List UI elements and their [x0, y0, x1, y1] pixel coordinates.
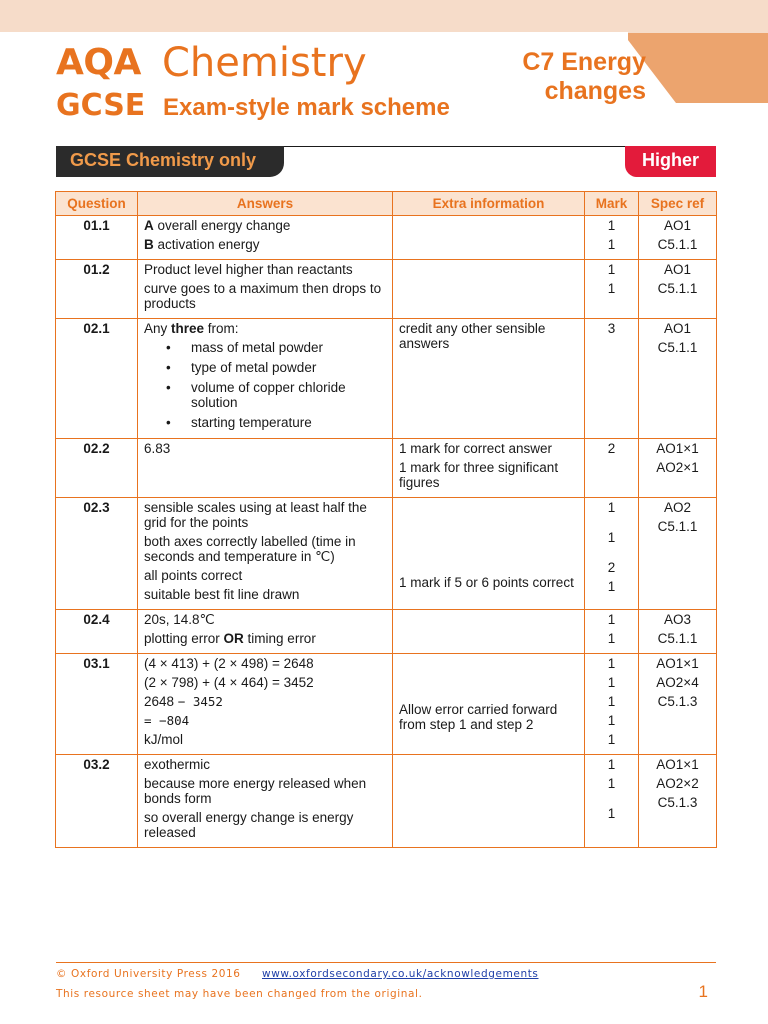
- chapter-title-line-1: C7 Energy: [522, 48, 646, 76]
- table-row: [56, 319, 717, 439]
- question-number: 03.1: [56, 654, 138, 755]
- spec-ref-cell: AO1 C5.1.1: [639, 216, 717, 260]
- spec-ref-cell: AO1×1 AO2×4 C5.1.3: [639, 654, 717, 755]
- footer-note: This resource sheet may have been changed from the original.: [56, 988, 423, 1000]
- table-row: [56, 260, 717, 319]
- answer-line: Product level higher than reactants: [144, 262, 353, 277]
- answer-line: curve goes to a maximum then drops to products: [144, 281, 382, 311]
- chemistry-only-badge: GCSE Chemistry only: [56, 146, 284, 177]
- mark-cell: 1 1: [585, 216, 639, 260]
- question-number: 02.3: [56, 498, 138, 610]
- answer-cell: [138, 755, 393, 848]
- mark-cell: 1 1 2 1: [585, 498, 639, 610]
- answer-line: exothermic: [144, 757, 211, 772]
- column-header-extra-information: Extra information: [393, 192, 585, 216]
- mark-scheme-table: [55, 191, 717, 848]
- spec-ref-cell: AO1×1 AO2×2 C5.1.3: [639, 755, 717, 848]
- answer-line: A overall energy change: [144, 218, 291, 233]
- table-row: [56, 216, 717, 260]
- corner-decoration: [628, 0, 768, 103]
- question-number: 01.1: [56, 216, 138, 260]
- answer-line: suitable best fit line drawn: [144, 587, 300, 602]
- answer-line: so overall energy change is energy released: [144, 810, 354, 840]
- answer-line: 2648 − 3452: [144, 694, 223, 709]
- mark-cell: 1 1: [585, 260, 639, 319]
- answer-line: 6.83: [144, 441, 171, 456]
- table-row: [56, 610, 717, 654]
- bullet-list: [144, 340, 386, 430]
- answer-line: all points correct: [144, 568, 243, 583]
- brand-logo-aqa: AQA: [56, 42, 141, 83]
- answer-cell: [138, 260, 393, 319]
- higher-tier-badge: Higher: [625, 146, 716, 177]
- extra-info-cell: 1 mark if 5 or 6 points correct: [393, 498, 585, 610]
- footer-rule: [56, 962, 716, 963]
- acknowledgements-link[interactable]: www.oxfordsecondary.co.uk/acknowledgements: [262, 968, 539, 980]
- answer-line: sensible scales using at least half the grid for the points: [144, 500, 367, 530]
- table-row: [56, 654, 717, 755]
- table-header-row: [56, 192, 717, 216]
- brand-subject: Chemistry: [162, 40, 367, 86]
- answer-line: kJ/mol: [144, 732, 184, 747]
- extra-info-cell: [393, 260, 585, 319]
- spec-ref-cell: AO3 C5.1.1: [639, 610, 717, 654]
- document-subtitle: Exam-style mark scheme: [163, 94, 450, 121]
- extra-info-cell: [393, 755, 585, 848]
- column-header-mark: Mark: [585, 192, 639, 216]
- mark-cell: 1 1 1: [585, 755, 639, 848]
- list-item: • mass of metal powder: [144, 340, 386, 355]
- answer-cell: [138, 439, 393, 498]
- answer-line: B activation energy: [144, 237, 260, 252]
- chapter-title-line-2: changes: [544, 77, 646, 105]
- extra-info-cell: [393, 216, 585, 260]
- spec-ref-cell: AO1×1 AO2×1: [639, 439, 717, 498]
- answer-cell: [138, 654, 393, 755]
- list-item: • type of metal powder: [144, 360, 386, 375]
- column-header-answers: Answers: [138, 192, 393, 216]
- answer-line: both axes correctly labelled (time in seconds and temperature in ℃): [144, 534, 356, 564]
- answer-cell: [138, 610, 393, 654]
- brand-level: GCSE: [56, 88, 146, 123]
- answer-line: = −804: [144, 713, 190, 728]
- answer-line: (2 × 798) + (4 × 464) = 3452: [144, 675, 314, 690]
- answer-cell: [138, 498, 393, 610]
- page-number: 1: [698, 982, 708, 1001]
- copyright-text: © Oxford University Press 2016: [56, 968, 241, 980]
- table-row: [56, 755, 717, 848]
- table-row: [56, 439, 717, 498]
- answer-cell: [138, 216, 393, 260]
- spec-ref-cell: AO1 C5.1.1: [639, 319, 717, 439]
- list-item: • starting temperature: [144, 415, 386, 430]
- mark-cell: 2: [585, 439, 639, 498]
- extra-info-cell: Allow error carried forward from step 1 and step 2: [393, 654, 585, 755]
- extra-info-cell: [393, 610, 585, 654]
- list-item: • volume of copper chloride solution: [144, 380, 386, 410]
- extra-info-cell: credit any other sensible answers: [393, 319, 585, 439]
- question-number: 02.4: [56, 610, 138, 654]
- answer-cell: [138, 319, 393, 439]
- column-header-spec-ref: Spec ref: [639, 192, 717, 216]
- answer-line: (4 × 413) + (2 × 498) = 2648: [144, 656, 314, 671]
- mark-cell: 1 1 1 1 1: [585, 654, 639, 755]
- question-number: 02.1: [56, 319, 138, 439]
- mark-cell: 3: [585, 319, 639, 439]
- answer-line: 20s, 14.8℃: [144, 612, 215, 627]
- mark-cell: 1 1: [585, 610, 639, 654]
- answer-line: plotting error OR timing error: [144, 631, 316, 646]
- answer-line: because more energy released when bonds form: [144, 776, 367, 806]
- question-number: 01.2: [56, 260, 138, 319]
- spec-ref-cell: AO1 C5.1.1: [639, 260, 717, 319]
- table-row: [56, 498, 717, 610]
- question-number: 02.2: [56, 439, 138, 498]
- extra-info-cell: 1 mark for correct answer 1 mark for three significant figures: [393, 439, 585, 498]
- question-number: 03.2: [56, 755, 138, 848]
- answer-line: Any three from:: [144, 321, 239, 336]
- spec-ref-cell: AO2 C5.1.1: [639, 498, 717, 610]
- column-header-question: Question: [56, 192, 138, 216]
- chapter-title: [522, 48, 646, 106]
